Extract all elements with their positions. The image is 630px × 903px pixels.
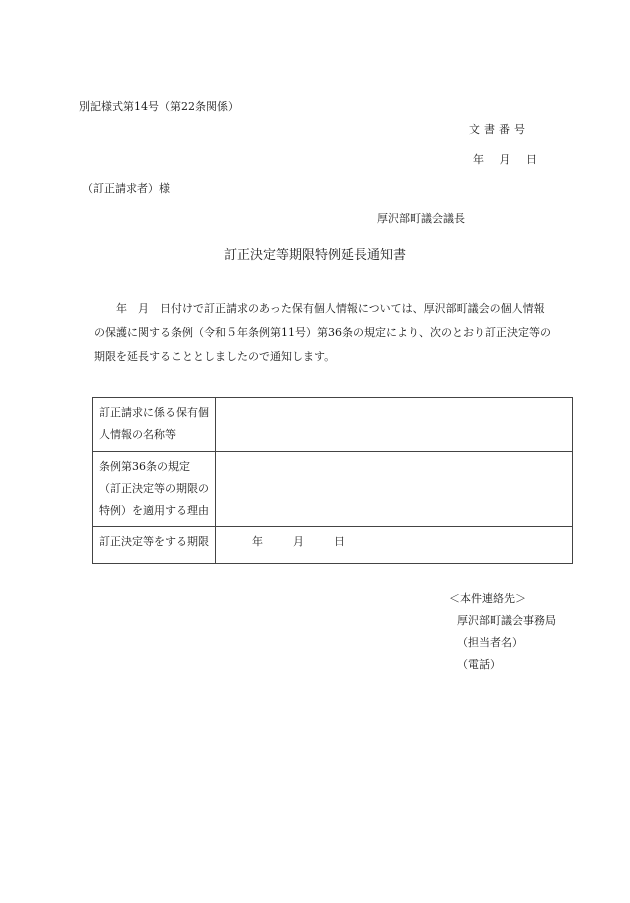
deadline-day: 日: [334, 535, 345, 548]
row-label-deadline: 訂正決定等をする期限: [93, 527, 216, 564]
row-label-reason: 条例第36条の規定（訂正決定等の期限の特例）を適用する理由: [93, 452, 216, 527]
contact-block: [449, 588, 556, 676]
deadline-month: 月: [293, 535, 304, 548]
document-number-label: 文書番号: [469, 123, 529, 136]
form-label: 別記様式第14号（第22条関係）: [79, 100, 239, 113]
recipient-line: （訂正請求者）様: [82, 182, 170, 195]
body-line-2: の保護に関する条例（令和５年条例第11号）第36条の規定により、次のとおり訂正決定等の: [94, 326, 551, 339]
contact-office: 厚沢部町議会事務局: [457, 614, 556, 627]
contact-heading: ＜本件連絡先＞: [449, 592, 526, 605]
row-value-info-name: [216, 398, 573, 452]
contact-person: （担当者名）: [457, 636, 523, 649]
body-line-1: 年 月 日付けで訂正請求のあった保有個人情報については、厚沢部町議会の個人情報: [116, 302, 545, 315]
table-row: [93, 398, 573, 452]
date-line: 年 月 日: [473, 153, 537, 166]
contact-phone: （電話）: [457, 658, 501, 671]
document-title: 訂正決定等期限特例延長通知書: [223, 248, 406, 263]
info-table: [92, 397, 573, 564]
row-value-reason: [216, 452, 573, 527]
table-row: [93, 452, 573, 527]
deadline-year: 年: [252, 535, 263, 548]
row-value-deadline: [216, 527, 573, 564]
sender-line: 厚沢部町議会議長: [377, 212, 465, 225]
body-paragraph: [94, 297, 564, 369]
table-row: [93, 527, 573, 564]
body-line-3: 期限を延長することとしましたので通知します。: [94, 350, 336, 363]
row-label-info-name: 訂正請求に係る保有個人情報の名称等: [93, 398, 216, 452]
